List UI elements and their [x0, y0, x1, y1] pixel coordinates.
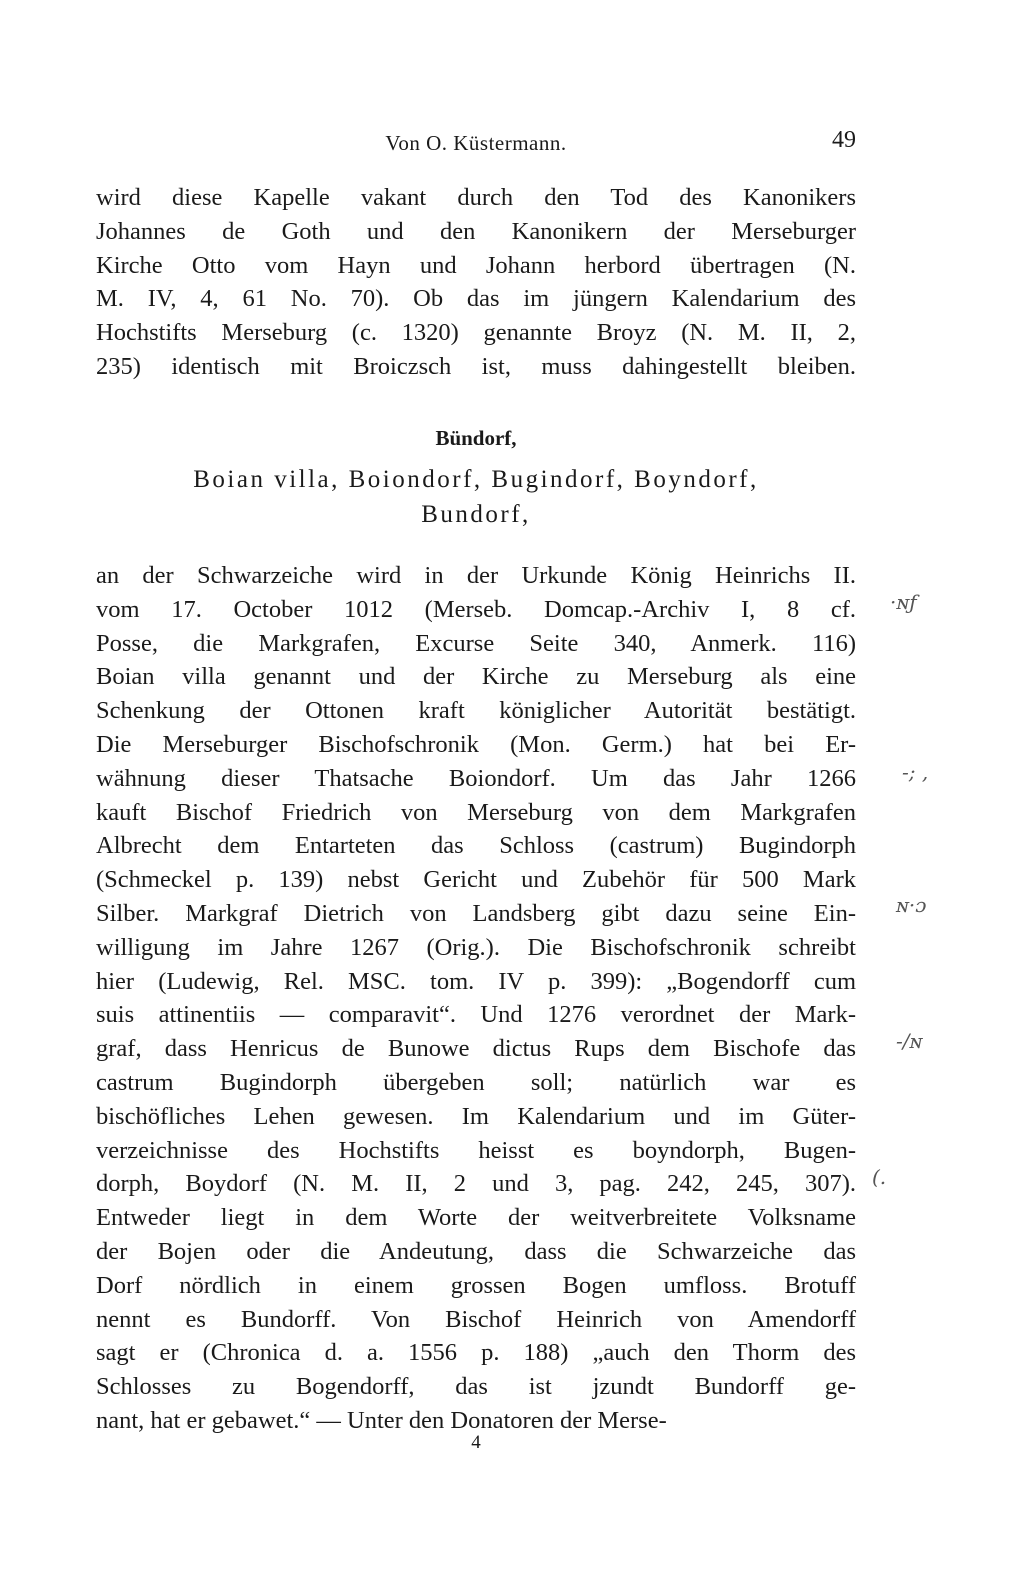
text-line: Posse, die Markgrafen, Excurse Seite 340, Anmerk. 116) — [96, 629, 856, 657]
text-line: bischöfliches Lehen gewesen. Im Kalendarium und im Güter- — [96, 1102, 856, 1130]
text-line: M. IV, 4, 61 No. 70). Ob das im jüngern Kalendarium des — [96, 285, 856, 313]
margin-annotation: ·ɴƒ — [890, 590, 917, 614]
text-line: wähnung dieser Thatsache Boiondorf. Um das Jahr 1266 — [96, 764, 856, 792]
margin-annotation: -/ɴ — [896, 1029, 923, 1053]
text-line: 235) identisch mit Broiczsch ist, muss dahingestellt bleiben. — [96, 352, 856, 380]
text-line: kauft Bischof Friedrich von Merseburg von dem Markgrafen — [96, 798, 856, 826]
text-line: (Schmeckel p. 139) nebst Gericht und Zubehör für 500 Mark — [96, 866, 856, 894]
text-line: verzeichnisse des Hochstifts heisst es boyndorph, Bugen- — [96, 1136, 856, 1164]
section-heading: Bündorf, — [435, 426, 517, 450]
text-line: dorph, Boydorf (N. M. II, 2 und 3, pag. 242, 245, 307). — [96, 1170, 856, 1198]
margin-annotation: -; , — [902, 760, 929, 784]
paragraph-kapelle — [96, 181, 856, 384]
page-number: 49 — [832, 127, 856, 153]
text-line: castrum Bugindorph übergeben soll; natürlich war es — [96, 1068, 856, 1096]
running-head — [96, 127, 856, 161]
text-line: wird diese Kapelle vakant durch den Tod des Kanonikers — [96, 184, 856, 211]
text-line: Die Merseburger Bischofschronik (Mon. Germ.) hat bei Er- — [96, 730, 856, 758]
signature-mark: 4 — [471, 1432, 481, 1453]
text-line: an der Schwarzeiche wird in der Urkunde König Heinrichs II. — [96, 562, 856, 589]
text-line: sagt er (Chronica d. a. 1556 p. 188) „auch den Thorm des — [96, 1339, 856, 1367]
section-name-variants — [96, 462, 856, 532]
text-line: der Bojen oder die Andeutung, dass die Schwarzeiche das — [96, 1237, 856, 1265]
text-line: Entweder liegt in dem Worte der weitverbreitete Volksname — [96, 1204, 856, 1232]
text-line: Johannes de Goth und den Kanonikern der Merseburger — [96, 217, 856, 245]
text-line: nennt es Bundorff. Von Bischof Heinrich von Amendorff — [96, 1305, 856, 1333]
text-line: hier (Ludewig, Rel. MSC. tom. IV p. 399): „Bogendorff cum — [96, 967, 856, 995]
text-line: Kirche Otto vom Hayn und Johann herbord übertragen (N. — [96, 251, 856, 279]
text-line: Hochstifts Merseburg (c. 1320) genannte Broyz (N. M. II, 2, — [96, 319, 856, 347]
text-line: Silber. Markgraf Dietrich von Landsberg gibt dazu seine Ein- — [96, 899, 856, 927]
text-line: Boian villa genannt und der Kirche zu Merseburg als eine — [96, 663, 856, 691]
running-head-title: Von O. Küstermann. — [385, 131, 567, 155]
name-variants-line: Boian villa, Boiondorf, Bugindorf, Boyndorf, — [193, 466, 759, 493]
text-line: willigung im Jahre 1267 (Orig.). Die Bischofschronik schreibt — [96, 933, 856, 961]
name-variants-line: Bundorf, — [421, 501, 531, 528]
text-line: Albrecht dem Entarteten das Schloss (castrum) Bugindorph — [96, 832, 856, 860]
text-line: Schenkung der Ottonen kraft königlicher Autorität bestätigt. — [96, 697, 856, 725]
text-line: graf, dass Henricus de Bunowe dictus Rups dem Bischofe das — [96, 1035, 856, 1063]
paragraph-buendorf — [96, 559, 856, 1438]
margin-annotation: (. — [872, 1165, 887, 1189]
text-line: suis attinentiis — comparavit“. Und 1276 verordnet der Mark- — [96, 1001, 856, 1029]
text-line: vom 17. October 1012 (Merseb. Domcap.-Archiv I, 8 cf. — [96, 595, 856, 623]
text-line: Schlosses zu Bogendorff, das ist jzundt Bundorff ge- — [96, 1373, 856, 1401]
text-line: nant, hat er gebawet.“ — Unter den Donatoren der Merse- — [96, 1406, 667, 1434]
text-line: Dorf nördlich in einem grossen Bogen umfloss. Brotuff — [96, 1271, 856, 1299]
margin-annotation: ɴ·ɔ — [896, 893, 927, 917]
